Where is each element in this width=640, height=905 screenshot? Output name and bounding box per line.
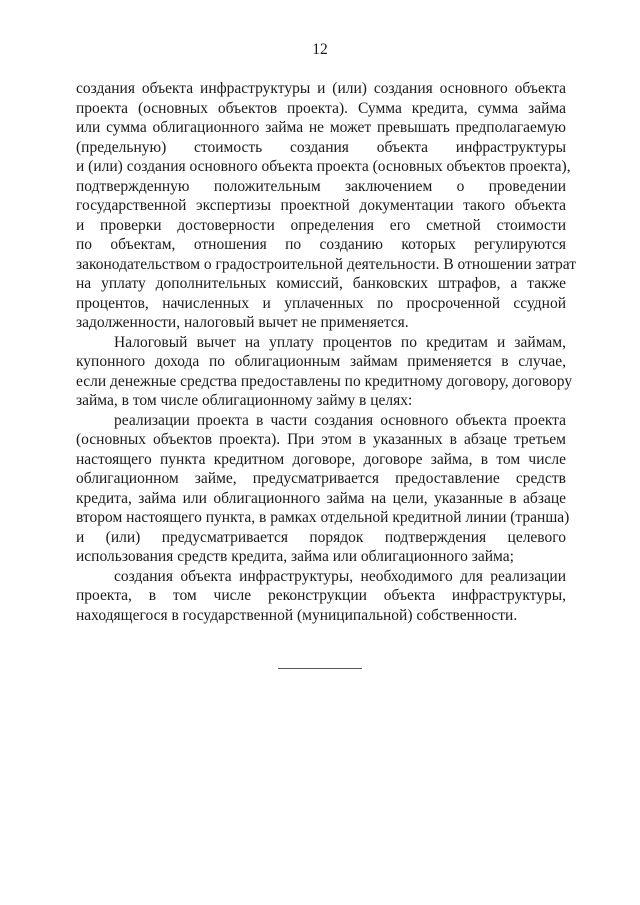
text-line: и проверки достоверности определения его сметной стоимости [76, 216, 566, 234]
text-line: Налоговый вычет на уплату процентов по кредитам и займам, [114, 333, 566, 351]
text-line: процентов, начисленных и уплаченных по просроченной ссудной [76, 294, 566, 312]
page-number: 12 [312, 41, 328, 58]
text-line: и (или) создания основного объекта проекта (основных объектов проекта), [76, 158, 571, 175]
paragraph-4 [76, 567, 566, 626]
text-line: задолженности, налоговый вычет не применяется. [76, 314, 409, 331]
text-line: займа, в том числе облигационному займу в целях: [76, 392, 413, 409]
document-body [76, 79, 577, 625]
text-line: законодательством о градостроительной деятельности. В отношении затрат [76, 255, 577, 273]
text-line: настоящего пункта кредитном договоре, договоре займа, в том числе [76, 450, 566, 468]
text-line: купонного дохода по облигационным займам применяется в случае, [76, 353, 566, 370]
text-line: (предельную) стоимость создания объекта инфраструктуры [76, 138, 566, 156]
text-line: находящегося в государственной (муниципальной) собственности. [76, 606, 518, 624]
text-line: и (или) предусматривается порядок подтверждения целевого [76, 528, 566, 546]
text-line: использования средств кредита, займа или облигационного займа; [76, 548, 514, 565]
text-line: (основных объектов проекта). При этом в указанных в абзаце третьем [76, 431, 566, 448]
text-line: создания объекта инфраструктуры и (или) создания основного объекта [76, 80, 566, 97]
text-line: подтвержденную положительным заключением о проведении [76, 177, 566, 195]
text-line: по объектам, отношения по созданию которых регулируются [76, 236, 566, 253]
text-line: создания объекта инфраструктуры, необходимого для реализации [114, 567, 566, 585]
text-line: проекта (основных объектов проекта). Сумма кредита, сумма займа [76, 99, 566, 117]
text-line: реализации проекта в части создания основного объекта проекта [114, 411, 566, 429]
paragraph-1 [76, 79, 577, 333]
paragraph-2 [76, 333, 573, 411]
text-line: государственной экспертизы проектной документации такого объекта [76, 197, 566, 214]
text-line: проекта, в том числе реконструкции объекта инфраструктуры, [76, 587, 566, 604]
text-line: втором настоящего пункта, в рамках отдельной кредитной линии (транша) [76, 509, 570, 526]
paragraph-3 [76, 411, 570, 567]
end-separator-rule [278, 668, 362, 669]
text-line: или сумма облигационного займа не может превышать предполагаемую [76, 119, 566, 136]
text-line: кредита, займа или облигационного займа на цели, указанные в абзаце [76, 489, 566, 507]
text-line: если денежные средства предоставлены по кредитному договору, договору [76, 372, 573, 390]
text-line: на уплату дополнительных комиссий, банковских штрафов, а также [76, 275, 566, 292]
text-line: облигационном займе, предусматривается предоставление средств [76, 470, 566, 487]
